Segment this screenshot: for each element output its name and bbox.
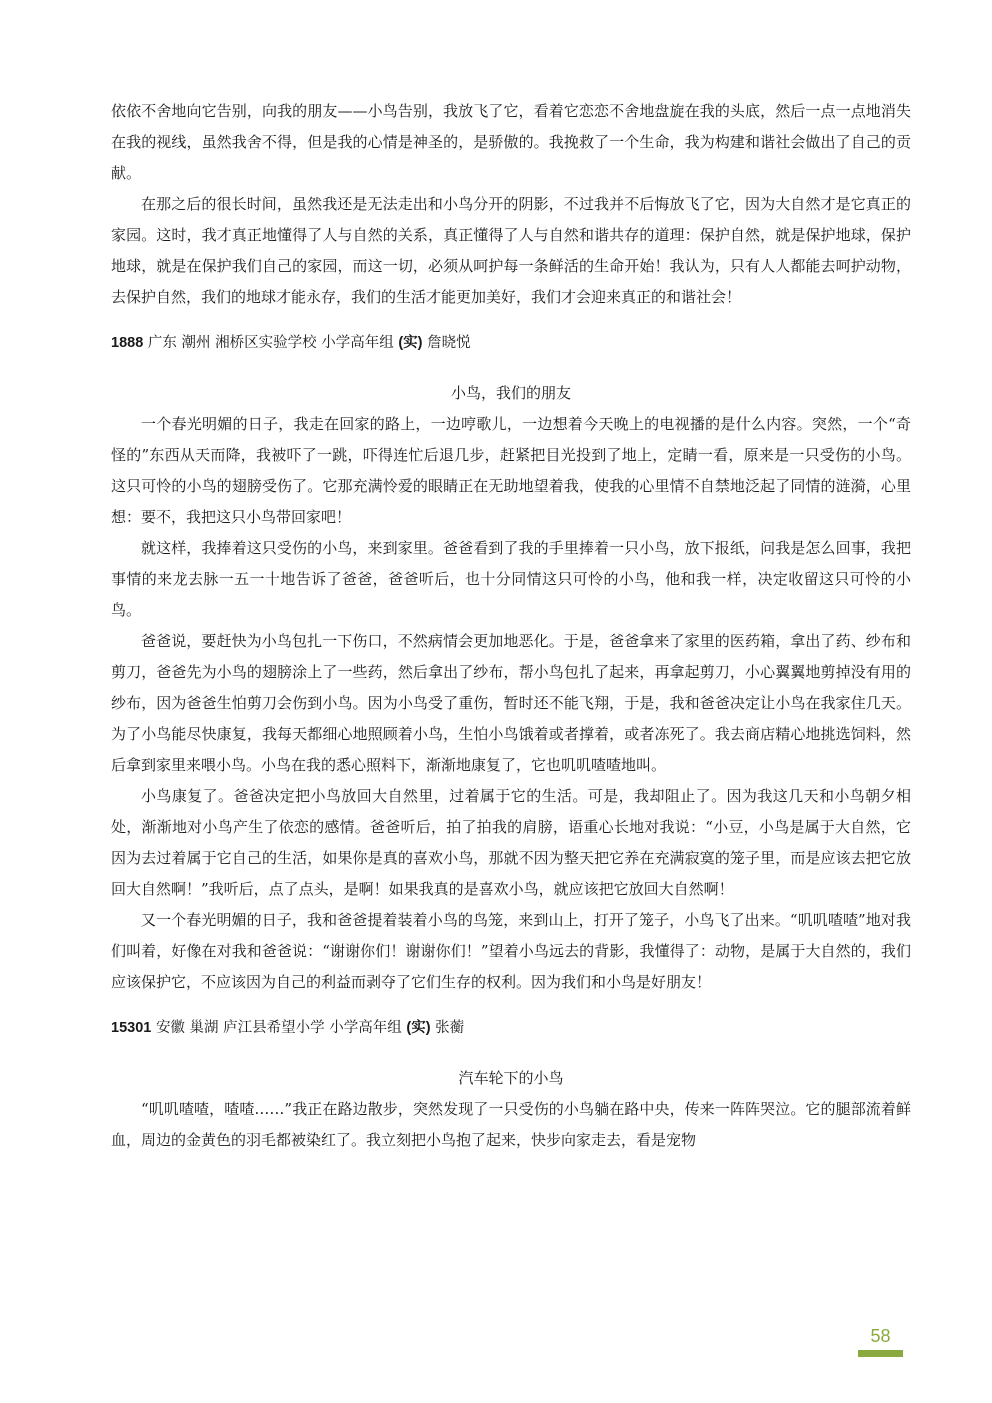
page-content: [111, 96, 911, 1156]
paragraph: 一个春光明媚的日子，我走在回家的路上，一边哼歌儿，一边想着今天晚上的电视播的是什么内容。突然，一个“奇怪的”东西从天而降，我被吓了一跳，吓得连忙后退几步，赶紧把目光投到了地上，定睛一看，原来是一只受伤的小鸟。这只可怜的小鸟的翅膀受伤了。它那充满怜爱的眼睛正在无助地望着我，使我的心里情不自禁地泛起了同情的涟漪，心里想：要不，我把这只小鸟带回家吧！: [111, 415, 911, 526]
paragraph: 依依不舍地向它告别，向我的朋友——小鸟告别，我放飞了它，看着它恋恋不舍地盘旋在我的头底，然后一点一点地消失在我的视线，虽然我舍不得，但是我的心情是神圣的，是骄傲的。我挽救了一个生命，我为构建和谐社会做出了自己的贡献。: [111, 102, 911, 182]
paragraph: 就这样，我捧着这只受伤的小鸟，来到家里。爸爸看到了我的手里捧着一只小鸟，放下报纸，问我是怎么回事，我把事情的来龙去脉一五一十地告诉了爸爸，爸爸听后，也十分同情这只可怜的小鸟，他和我一样，决定收留这只可怜的小鸟。: [111, 539, 911, 619]
paragraph: 又一个春光明媚的日子，我和爸爸提着装着小鸟的鸟笼，来到山上，打开了笼子，小鸟飞了出来。“叽叽喳喳”地对我们叫着，好像在对我和爸爸说：“谢谢你们！谢谢你们！”望着小鸟远去的背影，我懂得了：动物，是属于大自然的，我们应该保护它，不应该因为自己的利益而剥夺了它们生存的权利。因为我们和小鸟是好朋友！: [111, 911, 911, 991]
entry-author: 詹晓悦: [427, 335, 471, 351]
entry-heading: [111, 1013, 911, 1044]
paragraph: “叽叽喳喳，喳喳……”我正在路边散步，突然发现了一只受伤的小鸟躺在路中央，传来一阵阵哭泣。它的腿部流着鲜血，周边的金黄色的羽毛都被染红了。我立刻把小鸟抱了起来，快步向家走去，看是宠物: [111, 1100, 911, 1149]
entry-author: 张蘅: [435, 1020, 465, 1036]
essay-title: 小鸟，我们的朋友: [450, 384, 571, 402]
paragraph: 在那之后的很长时间，虽然我还是无法走出和小鸟分开的阴影，不过我并不后悔放飞了它，因为大自然才是它真正的家园。这时，我才真正地懂得了人与自然的关系，真正懂得了人与自然和谐共存的道理：保护自然，就是保护地球，保护地球，就是在保护我们自己的家园，而这一切，必须从呵护每一条鲜活的生命开始！我认为，只有人人都能去呵护动物，去保护自然，我们的地球才能永存，我们的生活才能更加美好，我们才会迎来真正的和谐社会！: [111, 195, 911, 306]
page-number: 58: [870, 1326, 891, 1346]
entry-number: 15301: [111, 1020, 152, 1036]
entry-tag: (实): [406, 1020, 431, 1036]
page-number-block: [858, 1322, 903, 1357]
paragraph: 小鸟康复了。爸爸决定把小鸟放回大自然里，过着属于它的生活。可是，我却阻止了。因为我这几天和小鸟朝夕相处，渐渐地对小鸟产生了依恋的感情。爸爸听后，拍了拍我的肩膀，语重心长地对我说：“小豆，小鸟是属于大自然，它因为去过着属于它自己的生活，如果你是真的喜欢小鸟，那就不因为整天把它养在充满寂寞的笼子里，而是应该去把它放回大自然啊！”我听后，点了点头，是啊！如果我真的是喜欢小鸟，就应该把它放回大自然啊！: [111, 787, 911, 898]
entry-info: 广东 潮州 湘桥区实验学校 小学高年组: [147, 335, 394, 351]
page-number-bar: [858, 1350, 903, 1357]
entry-tag: (实): [398, 335, 423, 351]
essay-title: 汽车轮下的小鸟: [458, 1069, 564, 1087]
entry-info: 安徽 巢湖 庐江县希望小学 小学高年组: [155, 1020, 402, 1036]
paragraph: 爸爸说，要赶快为小鸟包扎一下伤口，不然病情会更加地恶化。于是，爸爸拿来了家里的医药箱，拿出了药、纱布和剪刀，爸爸先为小鸟的翅膀涂上了一些药，然后拿出了纱布，帮小鸟包扎了起来，再拿起剪刀，小心翼翼地剪掉没有用的纱布，因为爸爸生怕剪刀会伤到小鸟。因为小鸟受了重伤，暂时还不能飞翔，于是，我和爸爸决定让小鸟在我家住几天。为了小鸟能尽快康复，我每天都细心地照顾着小鸟，生怕小鸟饿着或者撑着，或者冻死了。我去商店精心地挑选饲料，然后拿到家里来喂小鸟。小鸟在我的悉心照料下，渐渐地康复了，它也叽叽喳喳地叫。: [111, 632, 911, 774]
entry-heading: [111, 328, 911, 359]
entry-number: 1888: [111, 335, 144, 351]
